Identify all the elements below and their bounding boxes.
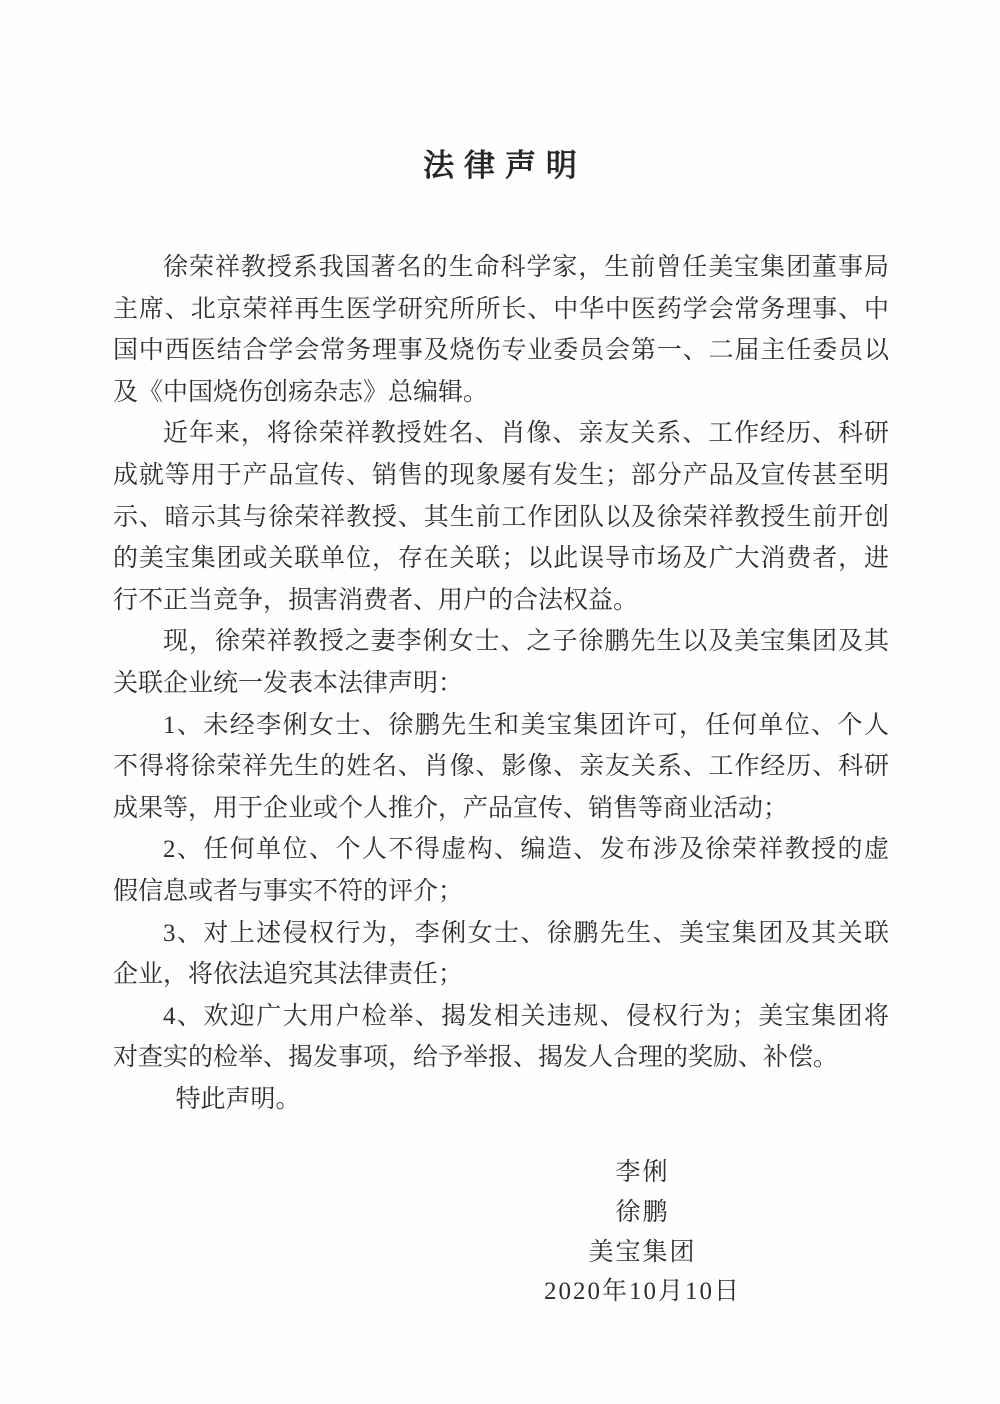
signature-line: 徐鹏 [615, 1198, 670, 1226]
signature-line: 李俐 [615, 1159, 670, 1186]
body-line: 行不正当竞争，损害消费者、用户的合法权益。 [113, 586, 639, 614]
body-line: 2、任何单位、个人不得虚构、编造、发布涉及徐荣祥教授的虚 [163, 836, 889, 864]
body-line: 国中西医结合学会常务理事及烧伤专业委员会第一、二届主任委员以 [113, 337, 889, 365]
body-line: 3、对上述侵权行为，李俐女士、徐鹏先生、美宝集团及其关联 [163, 919, 889, 947]
body-line: 示、暗示其与徐荣祥教授、其生前工作团队以及徐荣祥教授生前开创 [113, 503, 889, 531]
body-line: 关联企业统一发表本法律声明： [113, 669, 464, 697]
body-line: 的美宝集团或关联单位，存在关联；以此误导市场及广大消费者，进 [113, 545, 889, 573]
body-line: 现，徐荣祥教授之妻李俐女士、之子徐鹏先生以及美宝集团及其 [163, 628, 889, 656]
body-line: 1、未经李俐女士、徐鹏先生和美宝集团许可，任何单位、个人 [163, 711, 889, 739]
body-line: 特此声明。 [175, 1085, 301, 1113]
body-line: 企业，将依法追究其法律责任； [113, 961, 464, 989]
body-line: 近年来，将徐荣祥教授姓名、肖像、亲友关系、工作经历、科研 [163, 420, 889, 448]
body-line: 成就等用于产品宣传、销售的现象屡有发生；部分产品及宣传甚至明 [113, 461, 889, 489]
date-line: 2020年10月10日 [543, 1278, 741, 1306]
document-title: 法律声明 [423, 148, 587, 183]
body-line: 4、欢迎广大用户检举、揭发相关违规、侵权行为；美宝集团将 [163, 1002, 889, 1030]
document-body [113, 247, 889, 1120]
body-line: 主席、北京荣祥再生医学研究所所长、中华中医药学会常务理事、中 [113, 295, 889, 323]
body-line: 成果等，用于企业或个人推介，产品宣传、销售等商业活动； [113, 794, 789, 822]
body-line: 假信息或者与事实不符的评介； [113, 877, 464, 905]
body-line: 不得将徐荣祥先生的姓名、肖像、影像、亲友关系、工作经历、科研 [113, 753, 889, 781]
signature-line: 美宝集团 [588, 1238, 697, 1266]
body-line: 及《中国烧伤创疡杂志》总编辑。 [113, 378, 489, 406]
body-line: 徐荣祥教授系我国著名的生命科学家，生前曾任美宝集团董事局 [163, 254, 889, 281]
body-line: 对查实的检举、揭发事项，给予举报、揭发人合理的奖励、补偿。 [113, 1044, 839, 1072]
signature-block [420, 1153, 865, 1312]
